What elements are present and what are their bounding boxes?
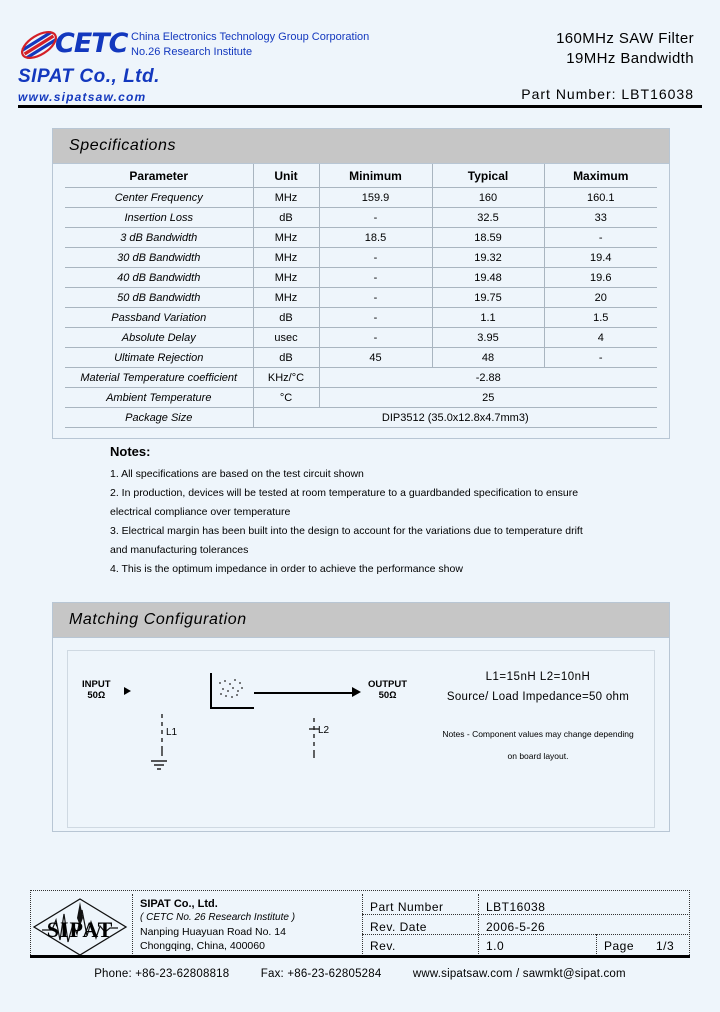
cell-min: 159.9 bbox=[319, 188, 432, 208]
footer-divider-page bbox=[596, 934, 597, 954]
matching-note-line2: on board layout. bbox=[507, 751, 569, 761]
cell-unit: usec bbox=[253, 328, 319, 348]
input-arrow-icon bbox=[124, 687, 131, 695]
input-label-text: INPUT bbox=[82, 679, 111, 690]
column-header-parameter: Parameter bbox=[65, 164, 253, 188]
signal-path-line bbox=[254, 692, 354, 694]
cell-param: Absolute Delay bbox=[65, 328, 253, 348]
cell-unit: MHz bbox=[253, 288, 319, 308]
cetc-wordmark: CETC bbox=[55, 28, 128, 59]
inductor-l2-icon bbox=[308, 717, 320, 759]
table-row bbox=[65, 388, 657, 408]
cell-typ: 48 bbox=[432, 348, 544, 368]
column-header-unit: Unit bbox=[253, 164, 319, 188]
cell-max: 160.1 bbox=[544, 188, 657, 208]
contact-fax: Fax: +86-23-62805284 bbox=[260, 968, 382, 980]
table-row bbox=[65, 328, 657, 348]
cell-max: 33 bbox=[544, 208, 657, 228]
table-row bbox=[65, 368, 657, 388]
cell-param: Package Size bbox=[65, 408, 253, 428]
footer-label-page: Page bbox=[604, 939, 635, 953]
cell-unit: dB bbox=[253, 308, 319, 328]
cell-min: 18.5 bbox=[319, 228, 432, 248]
footer-value-rev-date: 2006-5-26 bbox=[486, 920, 546, 934]
note-line: 1. All specifications are based on the test circuit shown bbox=[110, 468, 364, 480]
footer-divider-values bbox=[478, 894, 479, 954]
cell-min: 45 bbox=[319, 348, 432, 368]
cell-typ: 1.1 bbox=[432, 308, 544, 328]
cell-unit: MHz bbox=[253, 248, 319, 268]
sipat-logo-icon bbox=[30, 896, 130, 958]
input-impedance-text: 50Ω bbox=[87, 690, 106, 701]
footer-row-divider-1 bbox=[362, 914, 690, 915]
product-title-line1: 160MHz SAW Filter bbox=[556, 30, 694, 47]
cetc-logo-icon bbox=[18, 30, 60, 60]
output-label-text: OUTPUT bbox=[368, 679, 408, 690]
signal-arrow-icon bbox=[352, 687, 361, 697]
cell-param: 3 dB Bandwidth bbox=[65, 228, 253, 248]
cell-min: - bbox=[319, 208, 432, 228]
table-row bbox=[65, 268, 657, 288]
product-title-line2: 19MHz Bandwidth bbox=[566, 50, 694, 67]
footer-label-part-number: Part Number bbox=[370, 900, 444, 914]
footer-label-rev: Rev. bbox=[370, 939, 396, 953]
contact-bar bbox=[0, 968, 720, 980]
table-row bbox=[65, 288, 657, 308]
matching-configuration-title: Matching Configuration bbox=[53, 603, 669, 638]
cell-param: Ambient Temperature bbox=[65, 388, 253, 408]
contact-phone: Phone: +86-23-62808818 bbox=[94, 968, 230, 980]
inductor-l2-label: L2 bbox=[318, 725, 330, 736]
cetc-corporation-name: China Electronics Technology Group Corporation bbox=[131, 31, 370, 43]
header-divider bbox=[18, 105, 702, 108]
footer-address-line2: Chongqing, China, 400060 bbox=[140, 940, 265, 952]
cell-max: 20 bbox=[544, 288, 657, 308]
cell-unit: KHz/°C bbox=[253, 368, 319, 388]
specifications-title: Specifications bbox=[53, 129, 669, 164]
cell-min: - bbox=[319, 288, 432, 308]
cell-value: 25 bbox=[319, 388, 657, 408]
cell-value: DIP3512 (35.0x12.8x4.7mm3) bbox=[253, 408, 657, 428]
cell-typ: 32.5 bbox=[432, 208, 544, 228]
matching-values-block bbox=[423, 671, 653, 761]
table-row bbox=[65, 248, 657, 268]
note-line: 4. This is the optimum impedance in order to achieve the performance show bbox=[110, 563, 463, 575]
sipat-website-link[interactable]: www.sipatsaw.com bbox=[18, 90, 147, 104]
note-line: 3. Electrical margin has been built into the design to account for the variations due to temperature drift bbox=[110, 525, 583, 537]
cell-param: Passband Variation bbox=[65, 308, 253, 328]
cell-unit: MHz bbox=[253, 188, 319, 208]
cell-min: - bbox=[319, 328, 432, 348]
table-row bbox=[65, 408, 657, 428]
input-port-label bbox=[82, 679, 111, 701]
matching-note-line1: Notes - Component values may change depending bbox=[442, 729, 634, 739]
cell-param: Ultimate Rejection bbox=[65, 348, 253, 368]
table-row bbox=[65, 228, 657, 248]
cell-typ: 160 bbox=[432, 188, 544, 208]
note-line: and manufacturing tolerances bbox=[110, 544, 249, 556]
notes-heading: Notes: bbox=[110, 444, 151, 459]
cell-max: - bbox=[544, 348, 657, 368]
cell-param: 50 dB Bandwidth bbox=[65, 288, 253, 308]
cell-param: Insertion Loss bbox=[65, 208, 253, 228]
matching-configuration-panel bbox=[52, 602, 670, 832]
footer-divider-rule bbox=[30, 955, 690, 958]
svg-text:SIPAT: SIPAT bbox=[46, 917, 114, 942]
table-row bbox=[65, 208, 657, 228]
saw-transducer-icon bbox=[216, 677, 250, 705]
contact-web-email[interactable]: www.sipatsaw.com / sawmkt@sipat.com bbox=[412, 968, 626, 980]
footer-address-line1: Nanping Huayuan Road No. 14 bbox=[140, 926, 286, 938]
cell-unit: MHz bbox=[253, 268, 319, 288]
specifications-table bbox=[65, 164, 657, 428]
cell-param: 30 dB Bandwidth bbox=[65, 248, 253, 268]
cell-unit: dB bbox=[253, 348, 319, 368]
column-header-minimum: Minimum bbox=[319, 164, 432, 188]
cell-param: Material Temperature coefficient bbox=[65, 368, 253, 388]
cell-max: - bbox=[544, 228, 657, 248]
specifications-panel bbox=[52, 128, 670, 439]
cell-unit: °C bbox=[253, 388, 319, 408]
table-row bbox=[65, 188, 657, 208]
cell-typ: 19.32 bbox=[432, 248, 544, 268]
footer-row-divider-2 bbox=[362, 934, 690, 935]
cell-typ: 3.95 bbox=[432, 328, 544, 348]
page-header bbox=[0, 0, 720, 108]
output-impedance-text: 50Ω bbox=[378, 690, 397, 701]
sipat-company-name: SIPAT Co., Ltd. bbox=[18, 66, 160, 87]
notes-section bbox=[110, 444, 650, 579]
table-header-row bbox=[65, 164, 657, 188]
table-row bbox=[65, 308, 657, 328]
note-line: 2. In production, devices will be tested at room temperature to a guardbanded specification to ensure bbox=[110, 487, 579, 499]
footer-divider-left bbox=[132, 894, 133, 954]
cell-unit: MHz bbox=[253, 228, 319, 248]
cetc-institute-name: No.26 Research Institute bbox=[131, 46, 253, 58]
cell-typ: 18.59 bbox=[432, 228, 544, 248]
cell-typ: 19.48 bbox=[432, 268, 544, 288]
impedance-text: Source/ Load Impedance=50 ohm bbox=[446, 691, 630, 703]
cell-max: 4 bbox=[544, 328, 657, 348]
cell-min: - bbox=[319, 268, 432, 288]
cell-max: 19.4 bbox=[544, 248, 657, 268]
matching-diagram bbox=[67, 650, 655, 828]
footer-value-rev: 1.0 bbox=[486, 939, 505, 953]
cell-param: 40 dB Bandwidth bbox=[65, 268, 253, 288]
column-header-maximum: Maximum bbox=[544, 164, 657, 188]
inductor-l1-label: L1 bbox=[166, 727, 178, 738]
footer-divider-mid bbox=[362, 894, 363, 954]
footer-institute: ( CETC No. 26 Research Institute ) bbox=[140, 912, 296, 923]
column-header-typical: Typical bbox=[432, 164, 544, 188]
footer-value-page: 1/3 bbox=[656, 939, 675, 953]
ground-symbol-icon bbox=[148, 759, 170, 771]
cell-value: -2.88 bbox=[319, 368, 657, 388]
cell-unit: dB bbox=[253, 208, 319, 228]
cell-min: - bbox=[319, 248, 432, 268]
note-line: electrical compliance over temperature bbox=[110, 506, 291, 518]
cell-max: 1.5 bbox=[544, 308, 657, 328]
cell-min: - bbox=[319, 308, 432, 328]
output-port-label bbox=[368, 679, 407, 701]
cell-param: Center Frequency bbox=[65, 188, 253, 208]
cell-max: 19.6 bbox=[544, 268, 657, 288]
header-part-number: Part Number: LBT16038 bbox=[521, 86, 694, 102]
footer-value-part-number: LBT16038 bbox=[486, 900, 546, 914]
cell-typ: 19.75 bbox=[432, 288, 544, 308]
footer-company-name: SIPAT Co., Ltd. bbox=[140, 898, 218, 910]
inductor-values-text: L1=15nH L2=10nH bbox=[485, 671, 591, 683]
footer-label-rev-date: Rev. Date bbox=[370, 920, 427, 934]
table-row bbox=[65, 348, 657, 368]
